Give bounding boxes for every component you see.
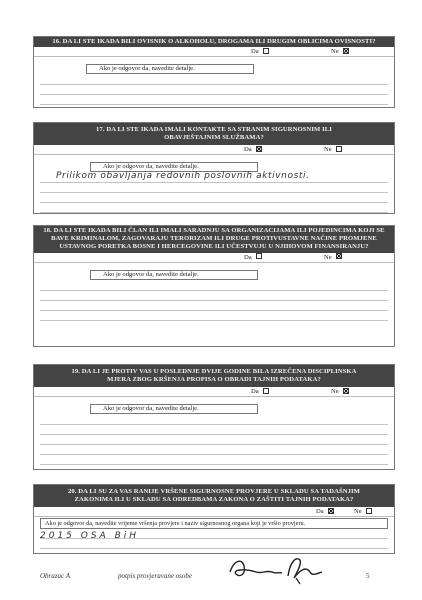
option-da[interactable]: Da xyxy=(316,507,334,517)
checkbox-ne[interactable] xyxy=(366,508,372,514)
option-ne[interactable]: Ne xyxy=(324,253,342,263)
handwritten-answer: 2015 OSA BiH xyxy=(40,531,140,542)
answer-lines[interactable] xyxy=(34,529,394,549)
answer-lines[interactable] xyxy=(34,281,394,321)
answer-lines[interactable] xyxy=(34,75,394,105)
page-number: 5 xyxy=(366,572,370,580)
option-da[interactable]: Da xyxy=(251,387,269,397)
question-19-title: 19. DA LI JE PROTIV VAS U POSLEDNJE DVIJE GODINE BILA IZREČENA DISCIPLINSKA MJERA ZBOG KRŠENJA PROPISA O OBRADI TAJNIH PODATAKA? xyxy=(34,365,394,387)
checkbox-da[interactable] xyxy=(328,508,334,514)
signature-image xyxy=(226,552,336,586)
question-16 xyxy=(33,36,395,108)
option-da[interactable]: Da xyxy=(251,47,269,57)
checkbox-da[interactable] xyxy=(256,146,262,152)
handwritten-answer: Prilikom obavljanja redovnih poslovnih aktivnosti. xyxy=(56,171,310,182)
details-label: Ako je odgovor da, navedite detalje. xyxy=(86,64,254,74)
question-18-title: 18. DA LI STE IKADA BILI ČLAN ILI IMALI SARADNJU SA ORGANIZACIJAMA ILI POJEDINCIMA KOJI SE BAVE KRIMINALOM, ZAGOVARAJU TERORIZAM ILI DRUGE PROTIVUSTAVNE NAČINE PROMJENE USTAVNOG PORETKA BOSNE I HERCEGOVINE ILI UČESTVUJU U NJIHOVOM FINANSIRANJU? xyxy=(34,226,394,253)
checkbox-da[interactable] xyxy=(263,48,269,54)
question-19 xyxy=(33,364,395,470)
question-16-title: 16. DA LI STE IKADA BILI OVISNIK O ALKOHOLU, DROGAMA ILI DRUGIM OBLICIMA OVISNOSTI? xyxy=(34,37,394,47)
answer-lines[interactable] xyxy=(34,415,394,465)
question-17-title: 17. DA LI STE IKADA IMALI KONTAKTE SA STRANIM SIGURNOSNIM ILI OBAVJEŠTAJNIM SLUŽBAMA? xyxy=(34,123,394,145)
question-18 xyxy=(33,225,395,347)
answer-lines[interactable] xyxy=(34,173,394,213)
details-label: Ako je odgovor da, navedite detalje. xyxy=(90,162,258,172)
checkbox-ne[interactable] xyxy=(343,388,349,394)
checkbox-ne[interactable] xyxy=(336,253,342,259)
option-ne[interactable]: Ne xyxy=(324,145,342,155)
checkbox-ne[interactable] xyxy=(343,48,349,54)
answer-row xyxy=(34,47,394,57)
signature-label: potpis provjeravane osobe xyxy=(118,572,193,580)
option-da[interactable]: Da xyxy=(244,145,262,155)
checkbox-da[interactable] xyxy=(256,253,262,259)
answer-row xyxy=(34,145,394,155)
answer-row xyxy=(34,253,394,263)
checkbox-da[interactable] xyxy=(263,388,269,394)
question-17 xyxy=(33,122,395,214)
option-da[interactable]: Da xyxy=(244,253,262,263)
option-ne[interactable]: Ne xyxy=(331,47,349,57)
form-name: Obrazac A xyxy=(40,572,71,580)
answer-row xyxy=(34,507,394,517)
option-ne[interactable]: Ne xyxy=(331,387,349,397)
question-20 xyxy=(33,484,395,554)
question-20-title: 20. DA LI SU ZA VAS RANIJE VRŠENE SIGURNOSNE PROVJERE U SKLADU SA TADAŠNJIM ZAKONIMA ILI U SKLADU SA ODREDBAMA ZAKONA O ZAŠTITI TAJNIH PODATAKA? xyxy=(34,485,394,507)
details-label: Ako je odgovor da, navedite vrijeme vršenja provjere i naziv sigurnosnog organa koji je vršio provjeru. xyxy=(40,518,388,529)
checkbox-ne[interactable] xyxy=(336,146,342,152)
option-ne[interactable]: Ne xyxy=(354,507,372,517)
answer-row xyxy=(34,387,394,397)
details-label: Ako je odgovor da, navedite detalje. xyxy=(90,404,258,414)
details-label: Ako je odgovor da, navedite detalje. xyxy=(90,270,258,280)
